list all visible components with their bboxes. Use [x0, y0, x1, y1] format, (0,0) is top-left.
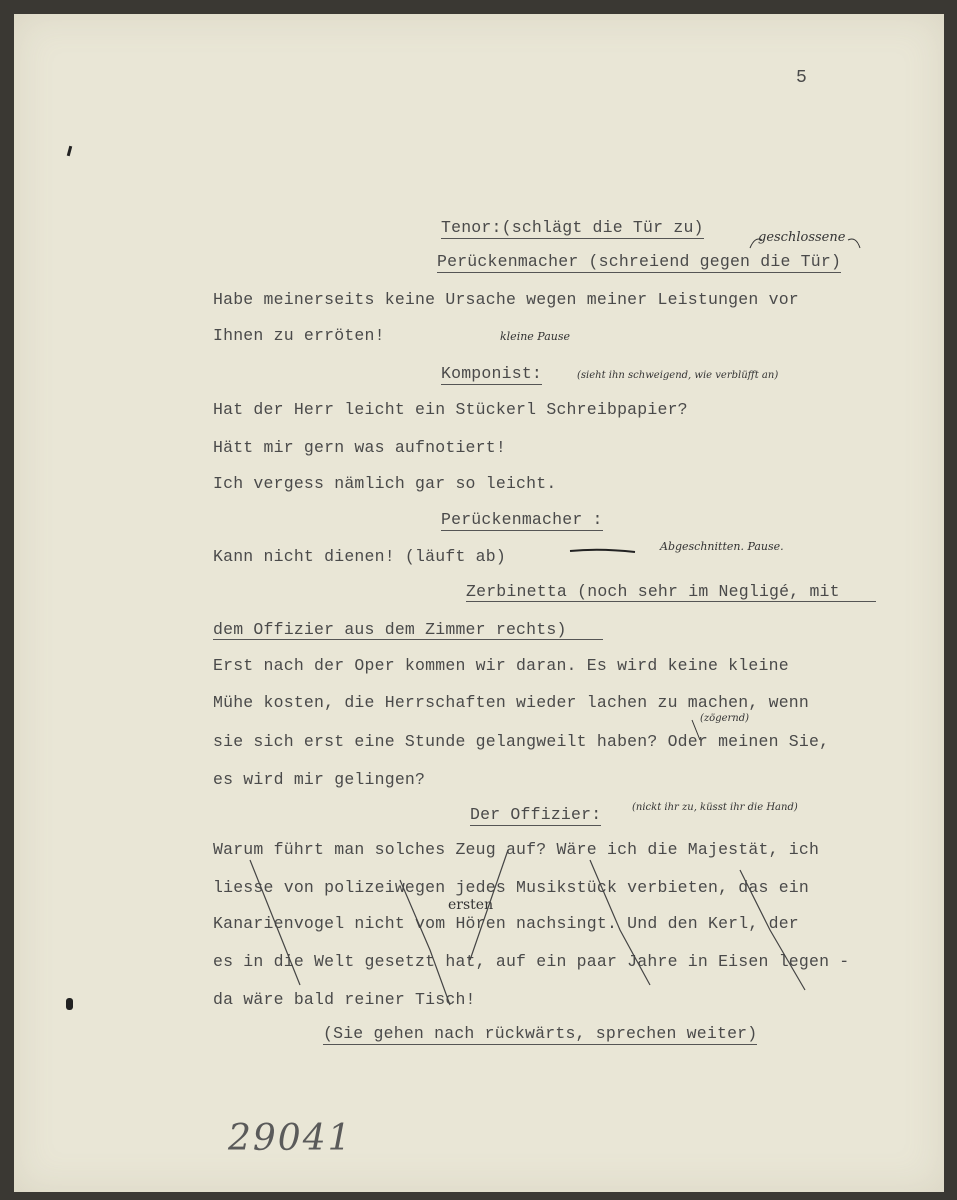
text-line: es in die Welt gesetzt hat, auf ein paar Jahre in Eisen legen -: [213, 952, 850, 971]
text-line: da wäre bald reiner Tisch!: [213, 990, 476, 1009]
stage-direction-exit: (Sie gehen nach rückwärts, sprechen weiter): [323, 1024, 758, 1043]
text-line: sie sich erst eine Stunde gelangweilt haben? Oder meinen Sie,: [213, 732, 830, 751]
stage-direction-line: dem Offizier aus dem Zimmer rechts): [213, 620, 603, 640]
speaker-zerbinetta: Zerbinetta (noch sehr im Negligé, mit: [466, 582, 876, 602]
margin-mark: [66, 998, 73, 1010]
text-line: Kann nicht dienen! (läuft ab): [213, 547, 506, 566]
speaker-komponist: Komponist:: [441, 364, 543, 383]
text-line: Habe meinerseits keine Ursache wegen meiner Leistungen vor: [213, 290, 799, 309]
annotation-note: (zögernd): [700, 713, 750, 724]
text-line: Warum führt man solches Zeug auf? Wäre ich die Majestät, ich: [213, 840, 820, 859]
text-line: liesse von polizeiwegen jedes Musikstück verbieten, das ein: [213, 878, 809, 897]
text-line: Kanarienvogel nicht vom Hören nachsingt. Und den Kerl, der: [213, 914, 799, 933]
document-page: [14, 14, 944, 1192]
annotation-geschlossene: geschlossene: [758, 230, 846, 245]
annotation-note: (sieht ihn schweigend, wie verblüfft an): [577, 370, 779, 381]
text-line: es wird mir gelingen?: [213, 770, 426, 789]
text-line: Hat der Herr leicht ein Stückerl Schreibpapier?: [213, 400, 688, 419]
stage-direction-tenor: Tenor:(schlägt die Tür zu): [441, 218, 704, 237]
annotation-note: Abgeschnitten. Pause.: [660, 540, 784, 553]
page-number: 5: [796, 68, 808, 88]
text-line: Mühe kosten, die Herrschaften wieder lachen zu machen, wenn: [213, 693, 809, 712]
annotation-ersten: ersten: [448, 897, 494, 913]
text-line: Ihnen zu erröten!: [213, 326, 385, 345]
archive-number: 29041: [228, 1118, 353, 1159]
text-line: Erst nach der Oper kommen wir daran. Es wird keine kleine: [213, 656, 789, 675]
annotation-note: kleine Pause: [500, 330, 571, 343]
text-line: Ich vergess nämlich gar so leicht.: [213, 474, 557, 493]
annotation-note: (nickt ihr zu, küsst ihr die Hand): [632, 802, 798, 813]
speaker-perueckenmacher-2: Perückenmacher :: [441, 510, 603, 529]
speaker-offizier: Der Offizier:: [470, 805, 602, 824]
speaker-perueckenmacher-1: Perückenmacher (schreiend gegen die Tür): [437, 252, 842, 271]
text-line: Hätt mir gern was aufnotiert!: [213, 438, 506, 457]
